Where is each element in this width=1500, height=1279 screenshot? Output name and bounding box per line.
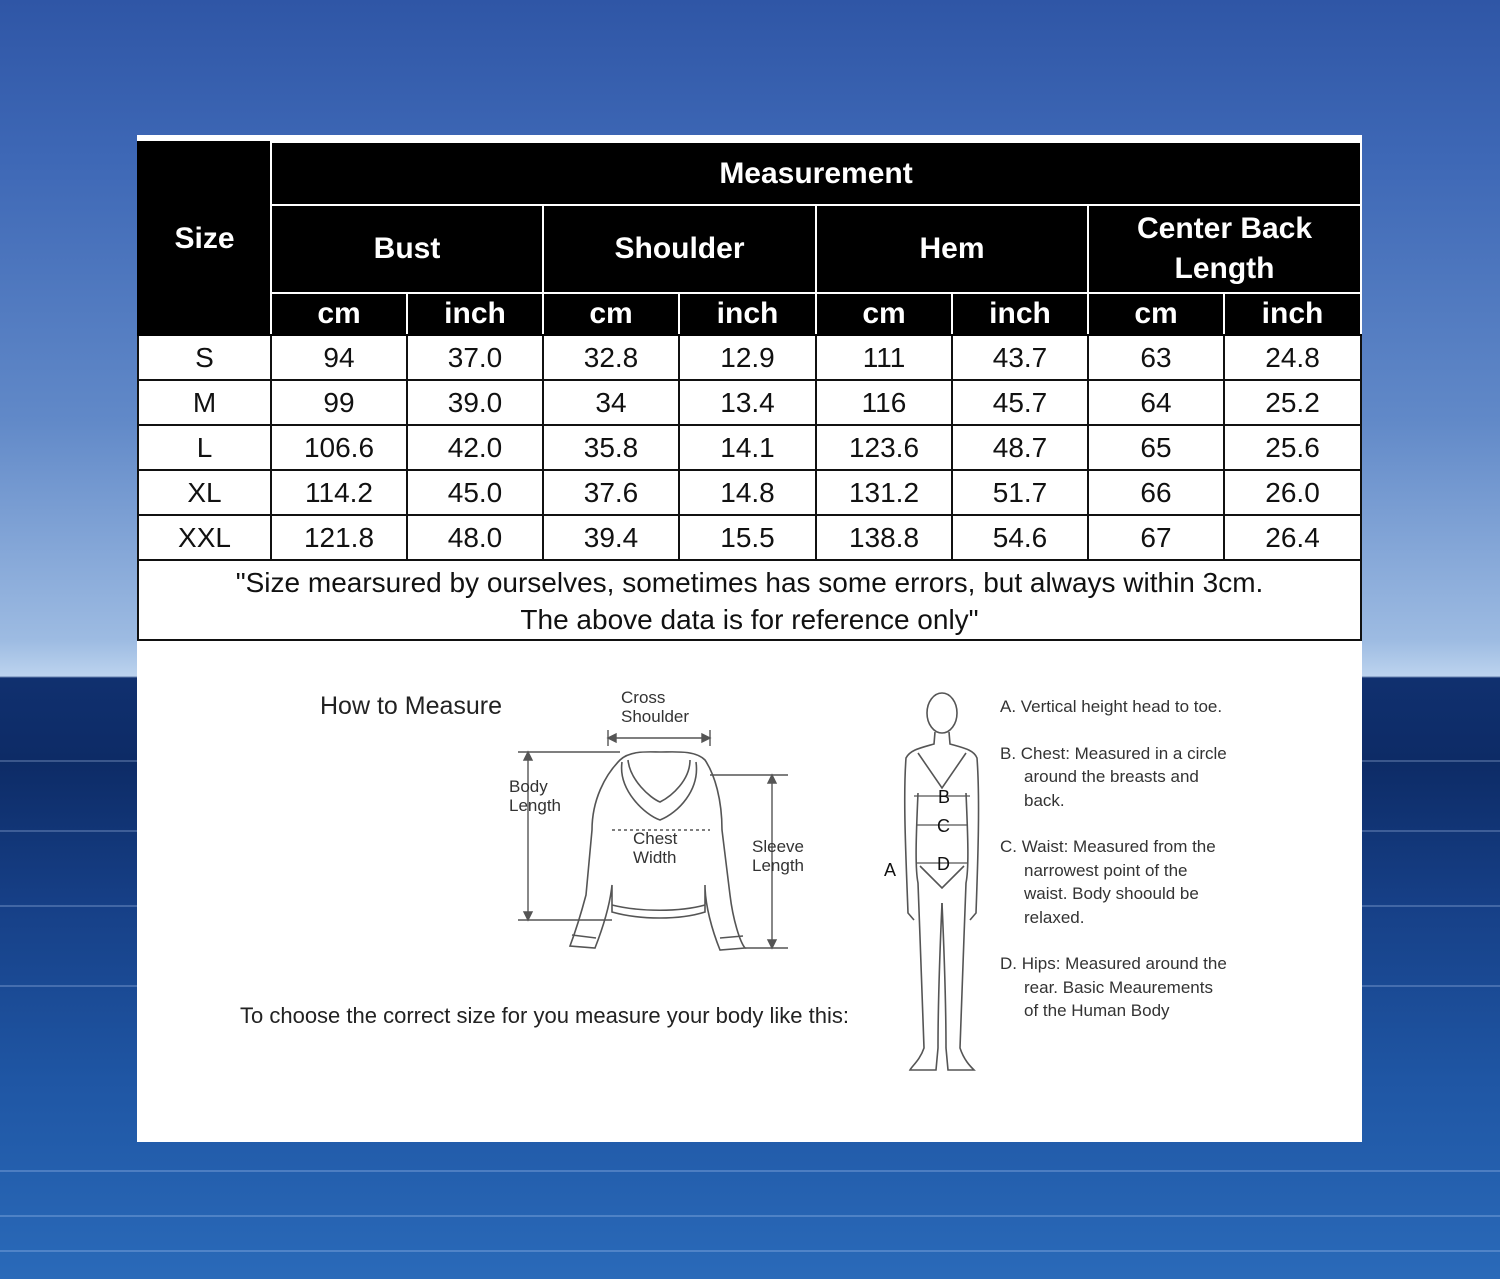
table-cell: 26.4 [1224, 515, 1361, 560]
garment-diagram [500, 680, 830, 970]
chest-width-label: Chest Width [633, 829, 678, 867]
table-cell: 94 [271, 335, 407, 380]
unit-header: inch [1224, 293, 1361, 335]
table-row [138, 335, 1361, 380]
table-cell: 13.4 [679, 380, 816, 425]
choose-size-instruction: To choose the correct size for you measure your body like this: [240, 1003, 849, 1028]
table-cell: 42.0 [407, 425, 543, 470]
size-cell: XXL [138, 515, 271, 560]
body-label-d: D [937, 854, 950, 874]
size-cell: S [138, 335, 271, 380]
unit-header: cm [816, 293, 952, 335]
note-b: B. Chest: Measured in a circle around the breasts and back. [1000, 743, 1227, 810]
body-label-a: A [884, 860, 897, 880]
sleeve-length-label: Sleeve Length [752, 837, 804, 875]
measurement-disclaimer [138, 560, 1361, 640]
group-header-shoulder: Shoulder [543, 205, 816, 293]
table-cell: 63 [1088, 335, 1224, 380]
body-label-b: B [938, 787, 951, 807]
table-cell: 67 [1088, 515, 1224, 560]
table-cell: 12.9 [679, 335, 816, 380]
disclaimer-line-2: The above data is for reference only" [520, 604, 979, 635]
body-label-c: C [937, 816, 950, 836]
table-cell: 39.0 [407, 380, 543, 425]
size-header: Size [138, 142, 271, 335]
table-cell: 15.5 [679, 515, 816, 560]
table-cell: 34 [543, 380, 679, 425]
table-row [138, 515, 1361, 560]
unit-header: cm [543, 293, 679, 335]
table-row [138, 425, 1361, 470]
table-cell: 138.8 [816, 515, 952, 560]
table-cell: 24.8 [1224, 335, 1361, 380]
body-length-label: Body Length [509, 777, 561, 815]
size-cell: XL [138, 470, 271, 515]
table-row [138, 470, 1361, 515]
table-cell: 66 [1088, 470, 1224, 515]
table-cell: 51.7 [952, 470, 1088, 515]
table-cell: 25.6 [1224, 425, 1361, 470]
how-to-measure-title: How to Measure [320, 692, 503, 720]
table-cell: 37.6 [543, 470, 679, 515]
human-body-outline-icon [870, 688, 995, 1078]
table-cell: 35.8 [543, 425, 679, 470]
measurement-header: Measurement [271, 142, 1361, 205]
body-figure [870, 688, 995, 1078]
table-cell: 43.7 [952, 335, 1088, 380]
note-d: D. Hips: Measured around the rear. Basic Meaurements of the Human Body [1000, 954, 1227, 1020]
unit-header: inch [407, 293, 543, 335]
table-cell: 131.2 [816, 470, 952, 515]
table-cell: 64 [1088, 380, 1224, 425]
table-cell: 45.7 [952, 380, 1088, 425]
table-cell: 111 [816, 335, 952, 380]
table-cell: 26.0 [1224, 470, 1361, 515]
unit-header: inch [952, 293, 1088, 335]
table-row [138, 380, 1361, 425]
table-cell: 37.0 [407, 335, 543, 380]
table-cell: 116 [816, 380, 952, 425]
table-cell: 106.6 [271, 425, 407, 470]
table-cell: 48.7 [952, 425, 1088, 470]
group-header-center-back-length: Center Back Length [1088, 205, 1361, 293]
size-cell: L [138, 425, 271, 470]
table-cell: 45.0 [407, 470, 543, 515]
note-a: A. Vertical height head to toe. [1000, 697, 1223, 716]
table-cell: 54.6 [952, 515, 1088, 560]
table-cell: 121.8 [271, 515, 407, 560]
table-cell: 65 [1088, 425, 1224, 470]
table-cell: 14.1 [679, 425, 816, 470]
table-cell: 25.2 [1224, 380, 1361, 425]
table-cell: 39.4 [543, 515, 679, 560]
table-cell: 32.8 [543, 335, 679, 380]
table-cell: 99 [271, 380, 407, 425]
disclaimer-line-1: "Size mearsured by ourselves, sometimes has some errors, but always within 3cm. [235, 567, 1264, 598]
table-cell: 123.6 [816, 425, 952, 470]
measurement-notes [1000, 695, 1230, 1046]
size-cell: M [138, 380, 271, 425]
table-cell: 114.2 [271, 470, 407, 515]
unit-header: cm [1088, 293, 1224, 335]
cross-shoulder-label: Cross Shoulder [621, 688, 690, 726]
note-c: C. Waist: Measured from the narrowest point of the waist. Body shoould be relaxed. [1000, 837, 1216, 927]
table-cell: 48.0 [407, 515, 543, 560]
unit-header: inch [679, 293, 816, 335]
group-header-hem: Hem [816, 205, 1088, 293]
size-table [137, 141, 1362, 641]
group-header-bust: Bust [271, 205, 543, 293]
unit-header: cm [271, 293, 407, 335]
table-cell: 14.8 [679, 470, 816, 515]
